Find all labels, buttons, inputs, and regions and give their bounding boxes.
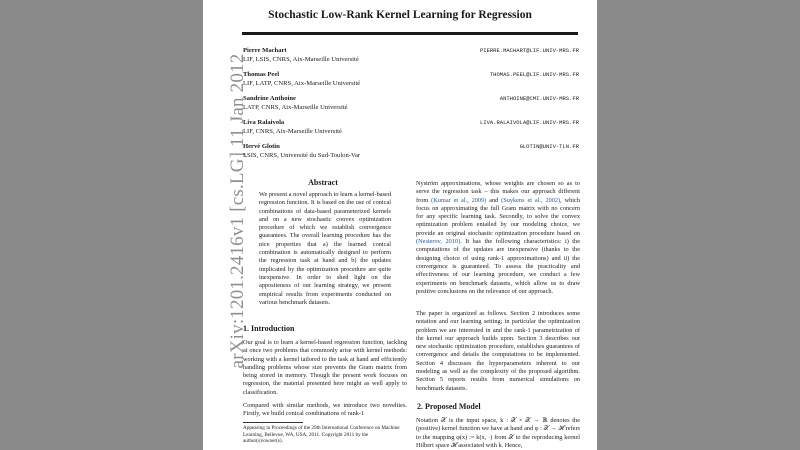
author-email[interactable]: ANTHOINE@CMI.UNIV-MRS.FR [499, 95, 579, 102]
intro-paragraph: Compared with similar methods, we introduce two novelties. Firstly, we build conical combinations of rank-1 [243, 402, 407, 418]
body-text: Nyström approximations, whose weights are chosen so as to serve the regression task – this makes our approach different from [416, 180, 580, 204]
abstract-heading: Abstract [308, 178, 338, 187]
body-text: and [486, 196, 502, 204]
title-rule-thin [242, 34, 578, 35]
footnote-rule [243, 422, 303, 423]
author-affiliation: LIF, CNRS, Aix-Marseille Université [243, 128, 342, 135]
author-block [243, 70, 579, 88]
citation-link[interactable]: (Suykens et al., 2002) [501, 196, 561, 204]
arxiv-identifier: arXiv:1201.2416v1 [cs.LG] 11 Jan 2012 [227, 53, 248, 369]
author-name: Hervé Glotin [243, 143, 280, 150]
author-name: Thomas Peel [243, 71, 280, 78]
author-affiliation: LSIS, CNRS, Université du Sud-Toulon-Var [243, 152, 361, 159]
author-email[interactable]: LIVA.RALAIVOLA@LIF.UNIV-MRS.FR [479, 119, 579, 126]
body-paragraph: Notation 𝒳 is the input space, k : 𝒳 × 𝒳 → ℝ denotes the (positive) kernel function we have at hand and φ : 𝒳 → ℋ refers to the mapping φ(x) := k(x, ·) from 𝒳 to the reproducing kernel Hilbert space ℋ associated with k. Hence, [416, 417, 580, 449]
author-affiliation: LATP, CNRS, Aix-Marseille Université [243, 104, 348, 111]
abstract-text: We present a novel approach to learn a kernel-based regression function. It is based on the use of conical combinations of data-based parameterized kernels and on a new stochastic convex optimization procedure of which we establish convergence guarantees. The overall learning procedure has the nice properties that a) the learned conical combination is automatically designed to perform the regression task at hand and b) the updates implicated by the optimization procedure are quite inexpensive. In order to shed light on the appositeness of our learning strategy, we present empirical results from experiments conducted on various benchmark datasets. [259, 191, 391, 306]
body-text: . It has the following characteristics: i) the computations of the updates are inexpensive (thanks to the designing choice of using rank-1 approximations) and ii) the convergence is guaranteed. To assess the practicality and effectiveness of our learning procedure, we conduct a few experiments on benchmark datasets, which allow us to draw positive conclusions on the relevance of our approach. [416, 238, 580, 295]
author-affiliation: LIF, LSIS, CNRS, Aix-Marseille Université [243, 56, 359, 63]
author-affiliation: LIF, LATP, CNRS, Aix-Marseille Université [243, 80, 361, 87]
footnote: Appearing in Proceedings of the 29th International Conference on Machine Learning, Bellevue, WA, USA, 2011. Copyright 2011 by the author(s)/owner(s). [243, 425, 400, 445]
author-block [243, 46, 579, 64]
author-block [243, 94, 579, 112]
citation-link[interactable]: (Nesterov, 2010) [416, 238, 461, 246]
body-paragraph [416, 180, 580, 296]
author-name: Liva Ralaivola [243, 119, 285, 126]
author-name: Sandrine Anthoine [243, 95, 296, 102]
intro-paragraph: Our goal is to learn a kernel-based regression function, tackling at once two problems that commonly arise with kernel methods: working with a kernel tailored to the task at hand and efficiently handling problems whose size prevents the Gram matrix from being stored in memory. Though the present work focuses on regression, the material presented here might as well apply to classification. [243, 339, 407, 396]
author-email[interactable]: GLOTIN@UNIV-TLN.FR [519, 143, 579, 150]
author-name: Pierre Machart [243, 47, 287, 54]
citation-link[interactable]: (Kumar et al., 2009) [431, 196, 487, 204]
body-text: , which focus on approximating the full Gram matrix with no concern for any specific learning task. Secondly, to solve the convex optimization problem entailed by our modeling choice, we provide an original stochastic optimization procedure based on [416, 196, 580, 237]
section-heading-introduction: 1. Introduction [243, 324, 295, 333]
author-email[interactable]: THOMAS.PEEL@LIF.UNIV-MRS.FR [489, 71, 579, 78]
body-paragraph: The paper is organized as follows. Section 2 introduces some notation and our learning setting; in particular the optimization problem we are interested in and the rank-1 parametrization of the kernel our approach builds upon. Section 3 describes our new stochastic optimization procedure, establishes guarantees of convergence and details the computations to be implemented. Section 4 discusses the hyperparameters inherent to our modeling as well as the complexity of the proposed algorithm. Section 5 reports results from numerical simulations on benchmark datasets. [416, 310, 580, 392]
author-block [243, 118, 579, 136]
author-email[interactable]: PIERRE.MACHART@LIF.UNIV-MRS.FR [479, 47, 579, 54]
paper-title: Stochastic Low-Rank Kernel Learning for Regression [268, 9, 532, 21]
section-heading-proposed-model: 2. Proposed Model [417, 402, 481, 411]
author-block [243, 142, 579, 160]
